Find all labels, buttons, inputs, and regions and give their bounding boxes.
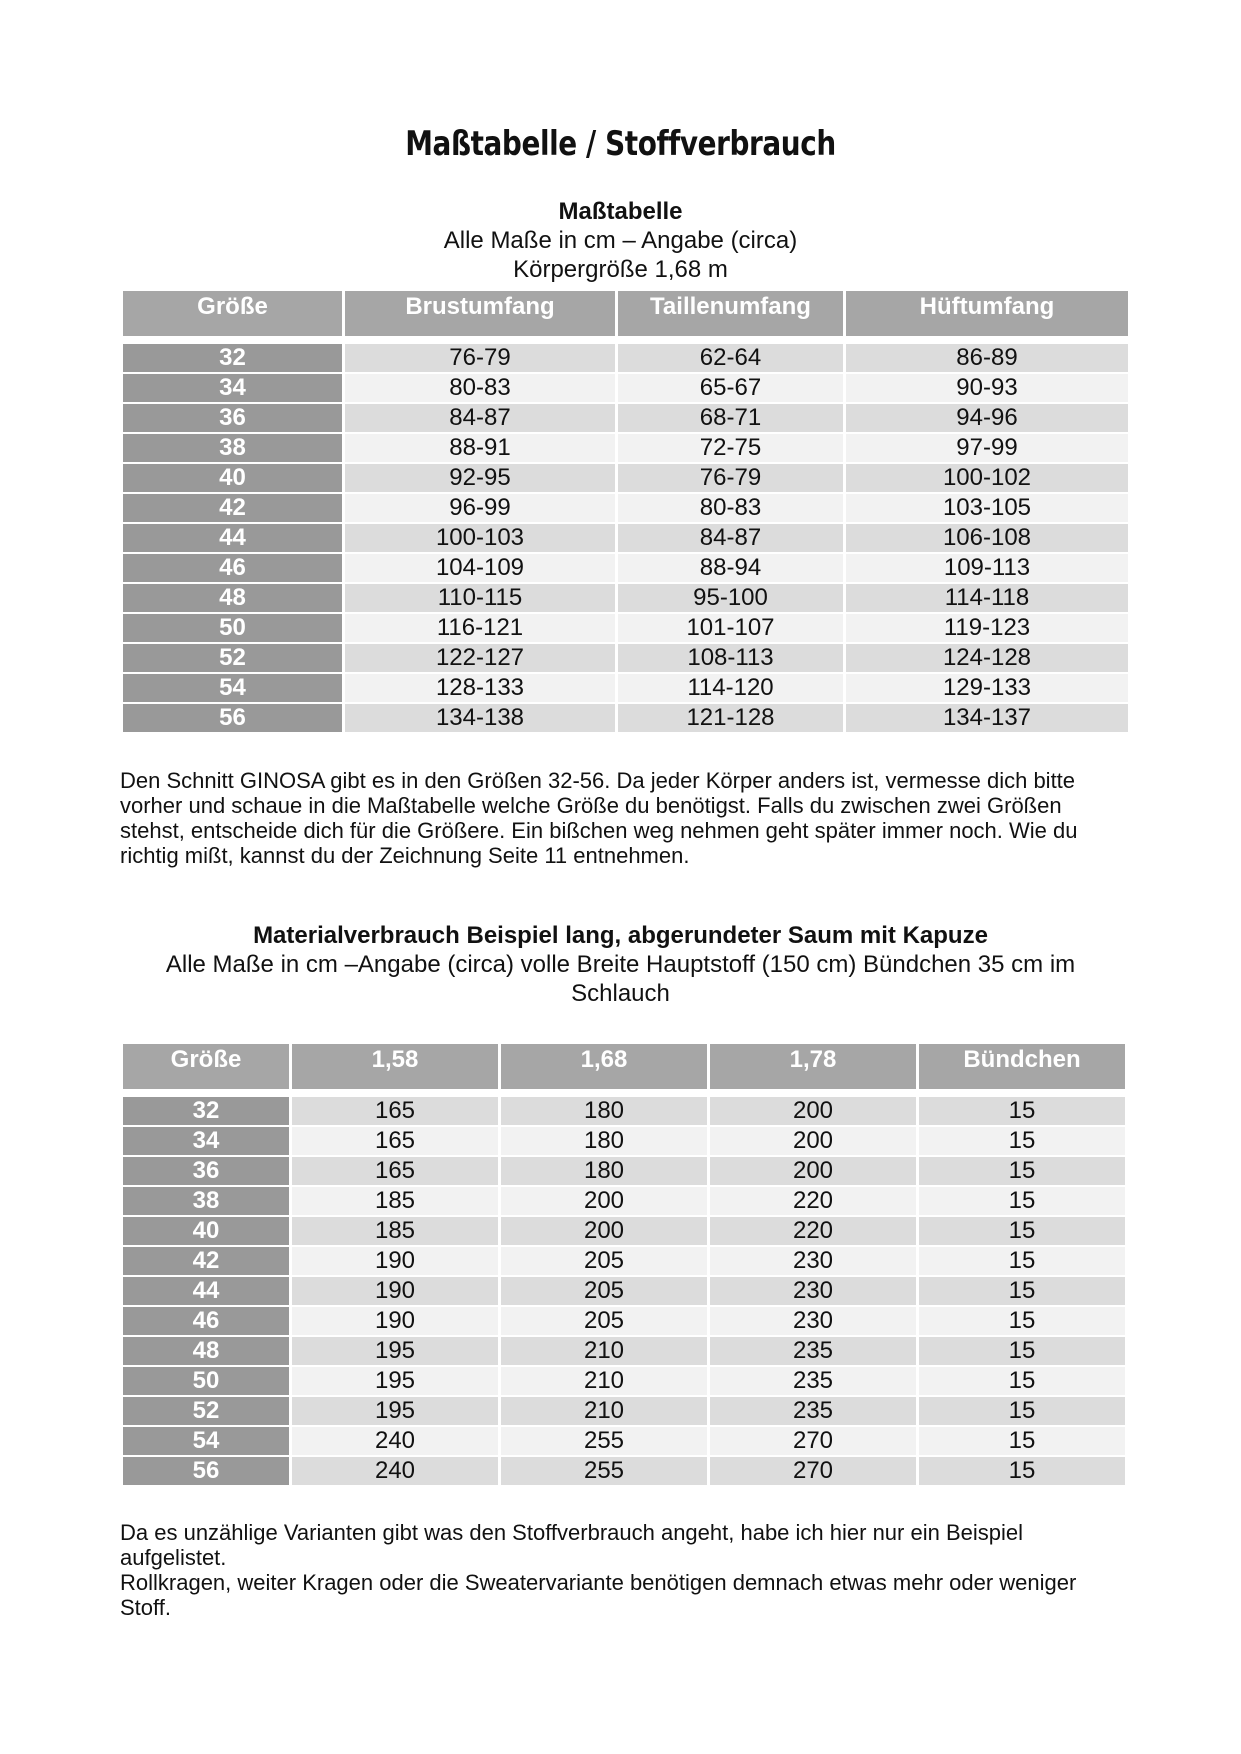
value-cell: 165 (292, 1157, 498, 1185)
value-cell: 195 (292, 1397, 498, 1425)
column-header: 1,58 (292, 1044, 498, 1089)
material-note-line: Rollkragen, weiter Kragen oder die Sweatervariante benötigen demnach etwas mehr oder weniger Stoff. (120, 1570, 1077, 1620)
value-cell: 121-128 (618, 704, 843, 732)
value-cell: 15 (919, 1367, 1125, 1395)
material-row (123, 1217, 1125, 1245)
size-cell: 48 (123, 1337, 289, 1365)
value-cell: 15 (919, 1337, 1125, 1365)
value-cell: 15 (919, 1427, 1125, 1455)
size-cell: 52 (123, 644, 342, 672)
value-cell: 65-67 (618, 374, 843, 402)
value-cell: 205 (501, 1277, 707, 1305)
value-cell: 230 (710, 1247, 916, 1275)
value-cell: 255 (501, 1457, 707, 1485)
size-chart-note: Den Schnitt GINOSA gibt es in den Größen 32-56. Da jeder Körper anders ist, vermesse dich bitte vorher und schaue in die Maßtabelle welche Größe du benötigst. Falls du zwischen zwei Größen stehst, entscheide dich für die Größere. Ein bißchen weg nehmen geht später immer noch. Wie du richtig mißt, kannst du der Zeichnung Seite 11 entnehmen. (120, 768, 1078, 868)
material-row (123, 1307, 1125, 1335)
value-cell: 129-133 (846, 674, 1128, 702)
size-cell: 56 (123, 704, 342, 732)
value-cell: 15 (919, 1157, 1125, 1185)
material-row (123, 1457, 1125, 1485)
value-cell: 240 (292, 1427, 498, 1455)
value-cell: 200 (501, 1217, 707, 1245)
value-cell: 15 (919, 1457, 1125, 1485)
value-cell: 190 (292, 1247, 498, 1275)
size-cell: 56 (123, 1457, 289, 1485)
value-cell: 116-121 (345, 614, 615, 642)
size-chart-row (123, 644, 1128, 672)
column-header: Taillenumfang (618, 291, 843, 336)
value-cell: 185 (292, 1217, 498, 1245)
size-cell: 36 (123, 1157, 289, 1185)
value-cell: 134-137 (846, 704, 1128, 732)
value-cell: 96-99 (345, 494, 615, 522)
value-cell: 90-93 (846, 374, 1128, 402)
value-cell: 190 (292, 1277, 498, 1305)
value-cell: 15 (919, 1187, 1125, 1215)
material-header-row (123, 1044, 1125, 1089)
value-cell: 270 (710, 1427, 916, 1455)
size-chart-row (123, 374, 1128, 402)
material-row (123, 1427, 1125, 1455)
size-cell: 36 (123, 404, 342, 432)
size-cell: 34 (123, 1127, 289, 1155)
size-chart-row (123, 494, 1128, 522)
value-cell: 68-71 (618, 404, 843, 432)
size-chart-row (123, 554, 1128, 582)
value-cell: 190 (292, 1307, 498, 1335)
material-row (123, 1247, 1125, 1275)
value-cell: 97-99 (846, 434, 1128, 462)
material-row (123, 1127, 1125, 1155)
size-cell: 54 (123, 674, 342, 702)
size-cell: 50 (123, 614, 342, 642)
value-cell: 84-87 (618, 524, 843, 552)
value-cell: 195 (292, 1367, 498, 1395)
size-cell: 54 (123, 1427, 289, 1455)
size-chart-row (123, 434, 1128, 462)
value-cell: 235 (710, 1337, 916, 1365)
value-cell: 270 (710, 1457, 916, 1485)
value-cell: 80-83 (618, 494, 843, 522)
value-cell: 88-91 (345, 434, 615, 462)
size-chart-header (0, 198, 1241, 284)
size-chart-row (123, 344, 1128, 372)
value-cell: 104-109 (345, 554, 615, 582)
column-header: Brustumfang (345, 291, 615, 336)
size-chart-row (123, 524, 1128, 552)
value-cell: 210 (501, 1367, 707, 1395)
size-cell: 48 (123, 584, 342, 612)
value-cell: 103-105 (846, 494, 1128, 522)
value-cell: 134-138 (345, 704, 615, 732)
material-heading: Materialverbrauch Beispiel lang, abgerundeter Saum mit Kapuze (253, 922, 988, 949)
size-cell: 50 (123, 1367, 289, 1395)
size-chart-row (123, 404, 1128, 432)
column-header: Größe (123, 1044, 289, 1089)
material-header (0, 922, 1241, 1008)
value-cell: 100-102 (846, 464, 1128, 492)
value-cell: 106-108 (846, 524, 1128, 552)
column-header: Bündchen (919, 1044, 1125, 1089)
size-chart-row (123, 464, 1128, 492)
size-chart-table (120, 289, 1131, 734)
value-cell: 92-95 (345, 464, 615, 492)
value-cell: 165 (292, 1127, 498, 1155)
value-cell: 205 (501, 1307, 707, 1335)
material-row (123, 1397, 1125, 1425)
value-cell: 200 (710, 1127, 916, 1155)
size-chart-row (123, 704, 1128, 732)
value-cell: 88-94 (618, 554, 843, 582)
value-cell: 62-64 (618, 344, 843, 372)
size-chart-row (123, 614, 1128, 642)
page-title: Maßtabelle / Stoffverbrauch (405, 124, 836, 164)
value-cell: 15 (919, 1127, 1125, 1155)
material-row (123, 1337, 1125, 1365)
value-cell: 15 (919, 1397, 1125, 1425)
value-cell: 200 (710, 1157, 916, 1185)
value-cell: 230 (710, 1307, 916, 1335)
value-cell: 114-118 (846, 584, 1128, 612)
material-note (120, 1520, 1130, 1620)
value-cell: 124-128 (846, 644, 1128, 672)
value-cell: 76-79 (345, 344, 615, 372)
value-cell: 235 (710, 1367, 916, 1395)
material-row (123, 1367, 1125, 1395)
value-cell: 200 (501, 1187, 707, 1215)
value-cell: 86-89 (846, 344, 1128, 372)
value-cell: 80-83 (345, 374, 615, 402)
size-chart-row (123, 674, 1128, 702)
size-cell: 42 (123, 1247, 289, 1275)
size-cell: 46 (123, 1307, 289, 1335)
material-row (123, 1097, 1125, 1125)
value-cell: 185 (292, 1187, 498, 1215)
value-cell: 200 (710, 1097, 916, 1125)
value-cell: 15 (919, 1217, 1125, 1245)
size-chart-row (123, 584, 1128, 612)
value-cell: 15 (919, 1277, 1125, 1305)
value-cell: 15 (919, 1307, 1125, 1335)
size-cell: 32 (123, 344, 342, 372)
value-cell: 210 (501, 1397, 707, 1425)
size-chart-header-row (123, 291, 1128, 336)
value-cell: 76-79 (618, 464, 843, 492)
value-cell: 255 (501, 1427, 707, 1455)
value-cell: 165 (292, 1097, 498, 1125)
material-subtitle: Alle Maße in cm –Angabe (circa) volle Breite Hauptstoff (150 cm) Bündchen 35 cm im Schlauch (165, 951, 1076, 1007)
size-chart-subtitle: Alle Maße in cm – Angabe (circa) (443, 227, 798, 254)
value-cell: 235 (710, 1397, 916, 1425)
size-cell: 38 (123, 434, 342, 462)
value-cell: 119-123 (846, 614, 1128, 642)
value-cell: 114-120 (618, 674, 843, 702)
column-header: Hüftumfang (846, 291, 1128, 336)
value-cell: 95-100 (618, 584, 843, 612)
column-header: Größe (123, 291, 342, 336)
value-cell: 101-107 (618, 614, 843, 642)
value-cell: 240 (292, 1457, 498, 1485)
size-cell: 32 (123, 1097, 289, 1125)
size-chart-body-height: Körpergröße 1,68 m (513, 256, 728, 283)
column-header: 1,68 (501, 1044, 707, 1089)
material-row (123, 1187, 1125, 1215)
size-cell: 40 (123, 464, 342, 492)
value-cell: 180 (501, 1097, 707, 1125)
size-chart-heading: Maßtabelle (558, 198, 683, 225)
material-row (123, 1157, 1125, 1185)
value-cell: 109-113 (846, 554, 1128, 582)
value-cell: 94-96 (846, 404, 1128, 432)
value-cell: 195 (292, 1337, 498, 1365)
size-cell: 44 (123, 1277, 289, 1305)
size-cell: 42 (123, 494, 342, 522)
value-cell: 15 (919, 1097, 1125, 1125)
value-cell: 110-115 (345, 584, 615, 612)
value-cell: 84-87 (345, 404, 615, 432)
value-cell: 205 (501, 1247, 707, 1275)
value-cell: 108-113 (618, 644, 843, 672)
value-cell: 128-133 (345, 674, 615, 702)
value-cell: 230 (710, 1277, 916, 1305)
size-cell: 46 (123, 554, 342, 582)
value-cell: 180 (501, 1157, 707, 1185)
size-cell: 34 (123, 374, 342, 402)
value-cell: 15 (919, 1247, 1125, 1275)
size-cell: 52 (123, 1397, 289, 1425)
material-row (123, 1277, 1125, 1305)
column-header: 1,78 (710, 1044, 916, 1089)
value-cell: 100-103 (345, 524, 615, 552)
size-cell: 44 (123, 524, 342, 552)
value-cell: 220 (710, 1187, 916, 1215)
size-cell: 40 (123, 1217, 289, 1245)
size-cell: 38 (123, 1187, 289, 1215)
value-cell: 72-75 (618, 434, 843, 462)
value-cell: 122-127 (345, 644, 615, 672)
material-note-line: Da es unzählige Varianten gibt was den Stoffverbrauch angeht, habe ich hier nur ein Beispiel aufgelistet. (120, 1520, 1023, 1570)
material-table (120, 1042, 1128, 1487)
value-cell: 210 (501, 1337, 707, 1365)
value-cell: 180 (501, 1127, 707, 1155)
value-cell: 220 (710, 1217, 916, 1245)
